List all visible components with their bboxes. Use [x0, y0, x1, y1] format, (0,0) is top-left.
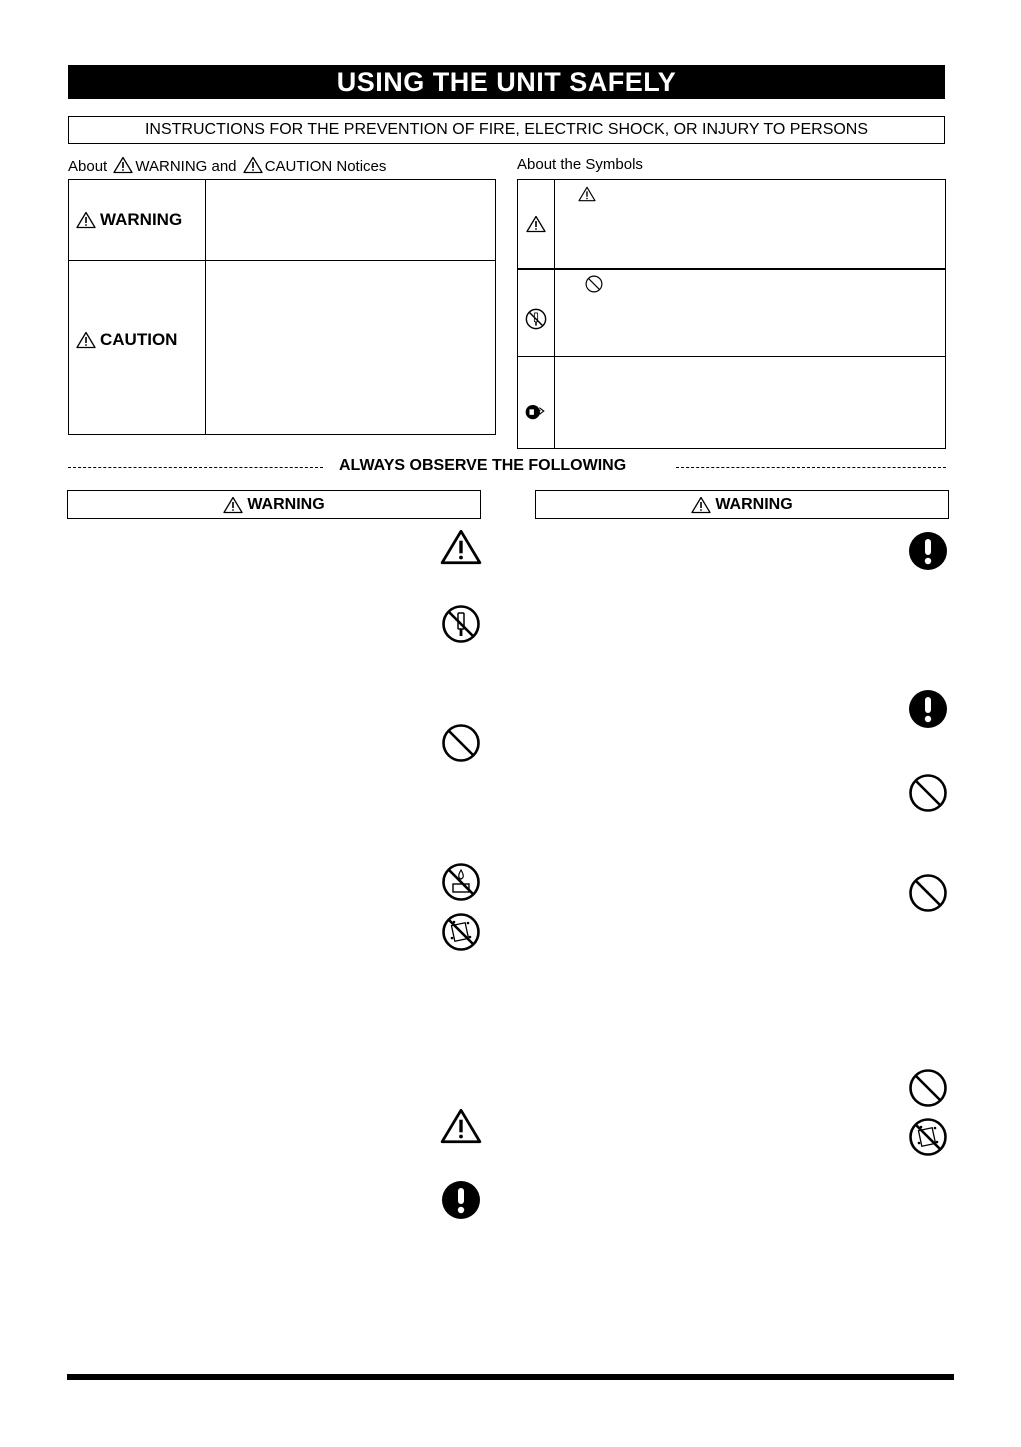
prohibited-icon [908, 1068, 948, 1108]
mandatory-icon [908, 689, 948, 729]
caution-triangle-icon [440, 528, 482, 566]
observe-heading: ALWAYS OBSERVE THE FOLLOWING [339, 457, 627, 474]
warning-label-text: WARNING [100, 210, 183, 229]
symbols-caption: About the Symbols [517, 156, 643, 173]
caption-about: About [68, 158, 108, 175]
symbols-row-divider-1 [517, 268, 946, 270]
caution-label-text: CAUTION [100, 330, 178, 349]
caution-triangle-outline-icon [578, 186, 596, 202]
notices-caption [68, 156, 386, 176]
prohibited-icon [585, 275, 603, 293]
symbols-row-divider-2 [517, 356, 946, 357]
symbols-divider [554, 179, 555, 449]
left-warning-heading-text: WARNING [247, 495, 325, 513]
notices-divider [205, 179, 206, 435]
caution-triangle-icon [526, 215, 546, 233]
caption-warning: WARNING [135, 158, 208, 175]
no-disassemble-icon [441, 604, 481, 644]
caution-triangle-icon [76, 331, 96, 349]
caution-triangle-icon [691, 496, 711, 514]
prohibited-icon [441, 723, 481, 763]
caution-triangle-icon [223, 496, 243, 514]
no-disassemble-icon [525, 308, 547, 330]
caption-caution: CAUTION Notices [264, 158, 387, 175]
caution-triangle-icon [76, 211, 96, 229]
caution-label [76, 330, 177, 350]
right-warning-heading [535, 490, 949, 519]
observe-rule-left [68, 467, 323, 468]
footer-rule [67, 1374, 954, 1380]
caution-triangle-icon [243, 156, 263, 174]
caption-and: and [211, 158, 237, 175]
no-children-icon [908, 1117, 948, 1157]
prohibited-icon [908, 773, 948, 813]
notices-row-divider [68, 260, 496, 261]
no-children-icon [441, 912, 481, 952]
mandatory-icon [441, 1180, 481, 1220]
caution-triangle-icon [113, 156, 133, 174]
observe-rule-right [676, 467, 946, 468]
symbols-table [517, 179, 946, 449]
warning-label [76, 210, 182, 230]
page-subtitle: INSTRUCTIONS FOR THE PREVENTION OF FIRE, ELECTRIC SHOCK, OR INJURY TO PERSONS [68, 116, 945, 144]
prohibited-icon [908, 873, 948, 913]
right-warning-heading-text: WARNING [715, 495, 793, 513]
mandatory-icon [908, 531, 948, 571]
left-warning-heading [67, 490, 481, 519]
unplug-icon [524, 400, 546, 422]
no-water-icon [441, 862, 481, 902]
page-title: USING THE UNIT SAFELY [68, 65, 945, 99]
caution-triangle-icon [440, 1107, 482, 1145]
